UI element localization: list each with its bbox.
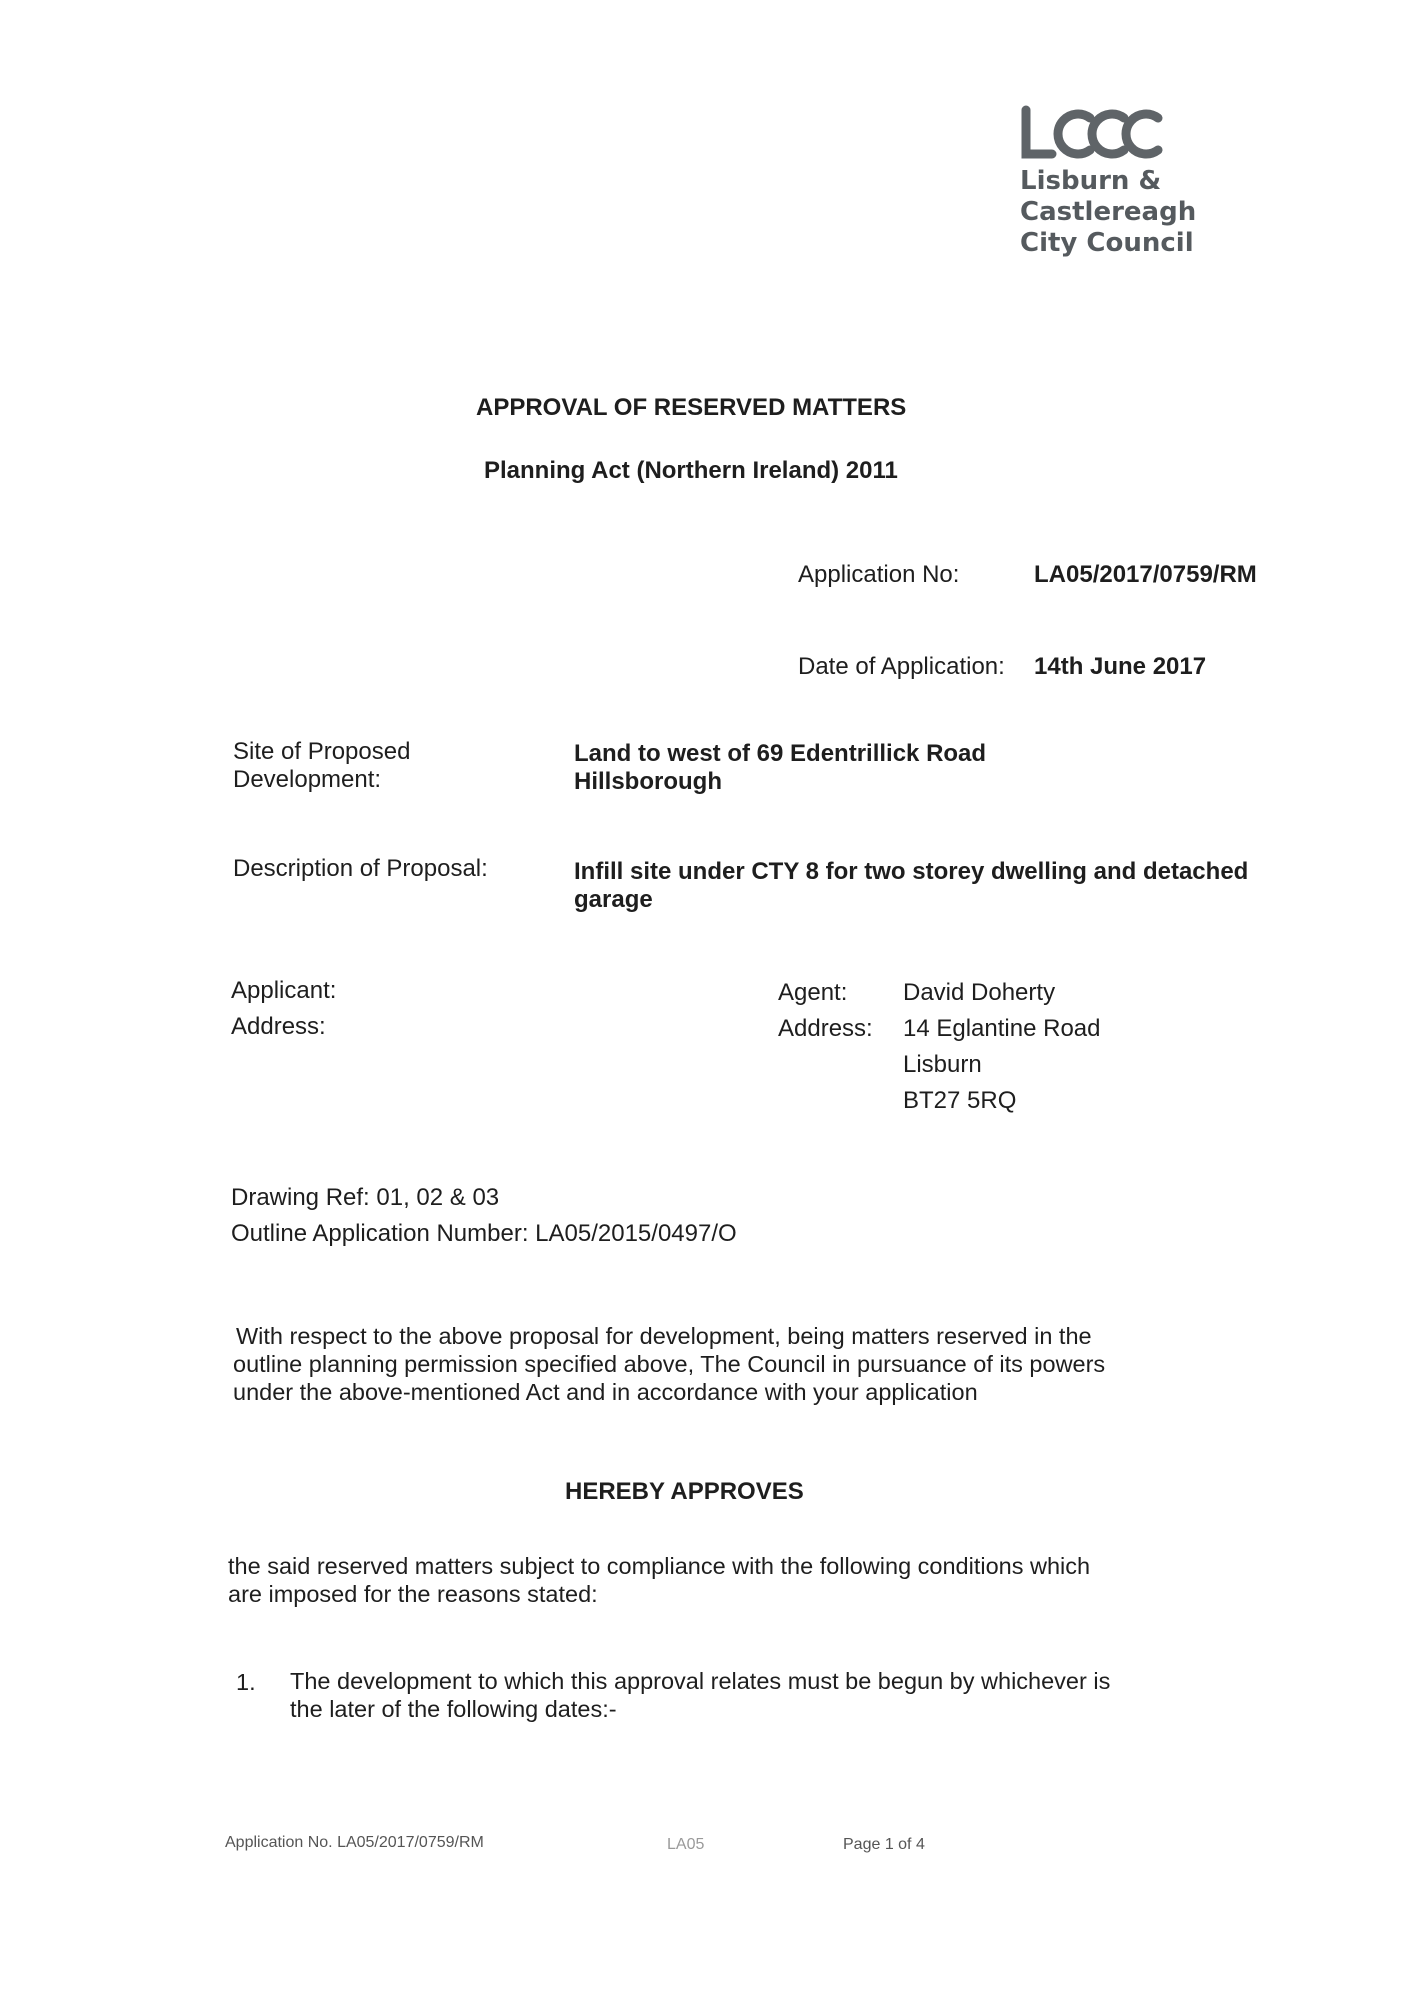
footer-code: LA05 bbox=[667, 1836, 705, 1853]
proposal-value-line: garage bbox=[574, 886, 653, 913]
document-title: APPROVAL OF RESERVED MATTERS bbox=[476, 394, 907, 421]
condition-number: 1. bbox=[236, 1669, 256, 1695]
footer-application-no: Application No. LA05/2017/0759/RM bbox=[225, 1834, 484, 1851]
site-value bbox=[574, 740, 986, 796]
site-value-line: Land to west of 69 Edentrillick Road bbox=[574, 740, 987, 767]
agent-details bbox=[903, 975, 1100, 1119]
paragraph-line: With respect to the above proposal for development, being matters reserved in the bbox=[236, 1323, 1092, 1349]
agent-name: David Doherty bbox=[903, 979, 1056, 1006]
agent-address-label: Address: bbox=[778, 1015, 873, 1042]
council-name-line: City Council bbox=[1020, 228, 1194, 258]
hereby-approves-heading: HEREBY APPROVES bbox=[565, 1478, 804, 1505]
applicant-label: Applicant: bbox=[231, 977, 337, 1004]
drawing-block bbox=[231, 1180, 737, 1252]
council-name bbox=[1020, 166, 1196, 259]
paragraph-line: the said reserved matters subject to compliance with the following conditions which bbox=[228, 1553, 1091, 1579]
condition-line: The development to which this approval relates must be begun by whichever is bbox=[290, 1668, 1111, 1694]
approval-paragraph bbox=[233, 1322, 1105, 1406]
site-label bbox=[233, 738, 410, 794]
proposal-value bbox=[574, 858, 1248, 914]
proposal-label: Description of Proposal: bbox=[233, 855, 488, 882]
application-date-label: Date of Application: bbox=[798, 653, 1005, 680]
proposal-value-line: Infill site under CTY 8 for two storey dwelling and detached bbox=[574, 858, 1249, 885]
document-subtitle: Planning Act (Northern Ireland) 2011 bbox=[484, 457, 898, 484]
application-no-value: LA05/2017/0759/RM bbox=[1034, 561, 1257, 588]
agent-address-line: BT27 5RQ bbox=[903, 1087, 1017, 1114]
agent-address-line: 14 Eglantine Road bbox=[903, 1015, 1101, 1042]
condition-text bbox=[290, 1667, 1110, 1723]
applicant-block bbox=[231, 973, 336, 1045]
conditions-intro bbox=[228, 1552, 1090, 1608]
application-date-value: 14th June 2017 bbox=[1034, 653, 1207, 680]
outline-application-number: Outline Application Number: LA05/2015/0497/O bbox=[231, 1220, 737, 1247]
applicant-address-label: Address: bbox=[231, 1013, 326, 1040]
drawing-ref: Drawing Ref: 01, 02 & 03 bbox=[231, 1184, 500, 1211]
council-name-line: Castlereagh bbox=[1020, 197, 1197, 227]
site-label-line: Development: bbox=[233, 766, 382, 793]
condition-line: the later of the following dates:- bbox=[290, 1696, 617, 1722]
paragraph-line: are imposed for the reasons stated: bbox=[228, 1581, 598, 1607]
paragraph-line: outline planning permission specified above, The Council in pursuance of its powers bbox=[233, 1351, 1106, 1377]
application-no-label: Application No: bbox=[798, 561, 960, 588]
council-logo-icon bbox=[1018, 104, 1178, 164]
agent-label: Agent: bbox=[778, 979, 848, 1006]
paragraph-line: under the above-mentioned Act and in accordance with your application bbox=[233, 1379, 978, 1405]
footer-page-number: Page 1 of 4 bbox=[843, 1836, 925, 1853]
council-name-line: Lisburn & bbox=[1020, 166, 1162, 196]
site-value-line: Hillsborough bbox=[574, 768, 722, 795]
agent-address-line: Lisburn bbox=[903, 1051, 982, 1078]
site-label-line: Site of Proposed bbox=[233, 738, 411, 765]
agent-labels bbox=[778, 975, 873, 1047]
